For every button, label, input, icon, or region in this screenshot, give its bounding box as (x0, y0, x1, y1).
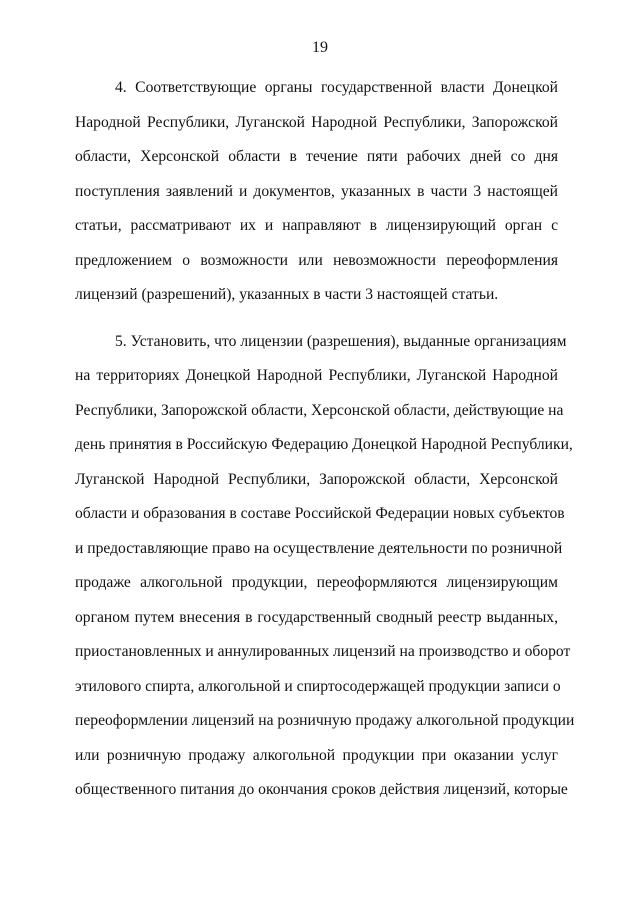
text-line: области и образования в составе Российской Федерации новых субъектов (75, 505, 565, 522)
text-line: или розничную продажу алкогольной продукции при оказании услуг (75, 746, 558, 764)
text-line: приостановленных и аннулированных лицензий на производство и оборот (75, 643, 571, 660)
paragraph-5 (75, 331, 575, 814)
text-line: переоформлении лицензий на розничную продажу алкогольной продукции (75, 712, 575, 729)
text-line: лицензий (разрешений), указанных в части 3 настоящей статьи. (75, 286, 499, 303)
page-number: 19 (312, 39, 328, 56)
text-line: 5. Установить, что лицензии (разрешения), выданные организациям (115, 332, 567, 350)
text-line: Народной Республики, Луганской Народной Республики, Запорожской (75, 113, 558, 131)
text-line: области, Херсонской области в течение пяти рабочих дней со дня (75, 148, 558, 165)
text-line: 4. Соответствующие органы государственной власти Донецкой (115, 79, 558, 96)
text-line: общественного питания до окончания сроков действия лицензий, которые (75, 781, 568, 798)
text-line: органом путем внесения в государственный сводный реестр выданных, (75, 608, 558, 626)
paragraph-4 (75, 77, 558, 319)
text-line: статьи, рассматривают их и направляют в лицензирующий орган с (75, 217, 558, 234)
text-line: предложением о возможности или невозможности переоформления (75, 251, 558, 269)
text-line: Республики, Запорожской области, Херсонской области, действующие на (75, 401, 564, 419)
text-line: день принятия в Российскую Федерацию Донецкой Народной Республики, (75, 436, 573, 453)
text-line: этилового спирта, алкогольной и спиртосодержащей продукции записи о (75, 677, 561, 695)
text-line: Луганской Народной Республики, Запорожской области, Херсонской (75, 470, 558, 488)
text-line: поступления заявлений и документов, указанных в части 3 настоящей (75, 182, 558, 200)
text-line: на территориях Донецкой Народной Республики, Луганской Народной (75, 367, 558, 384)
document-body (75, 77, 575, 826)
text-line: и предоставляющие право на осуществление деятельности по розничной (75, 539, 563, 557)
text-line: продаже алкогольной продукции, переоформляются лицензирующим (75, 574, 558, 591)
